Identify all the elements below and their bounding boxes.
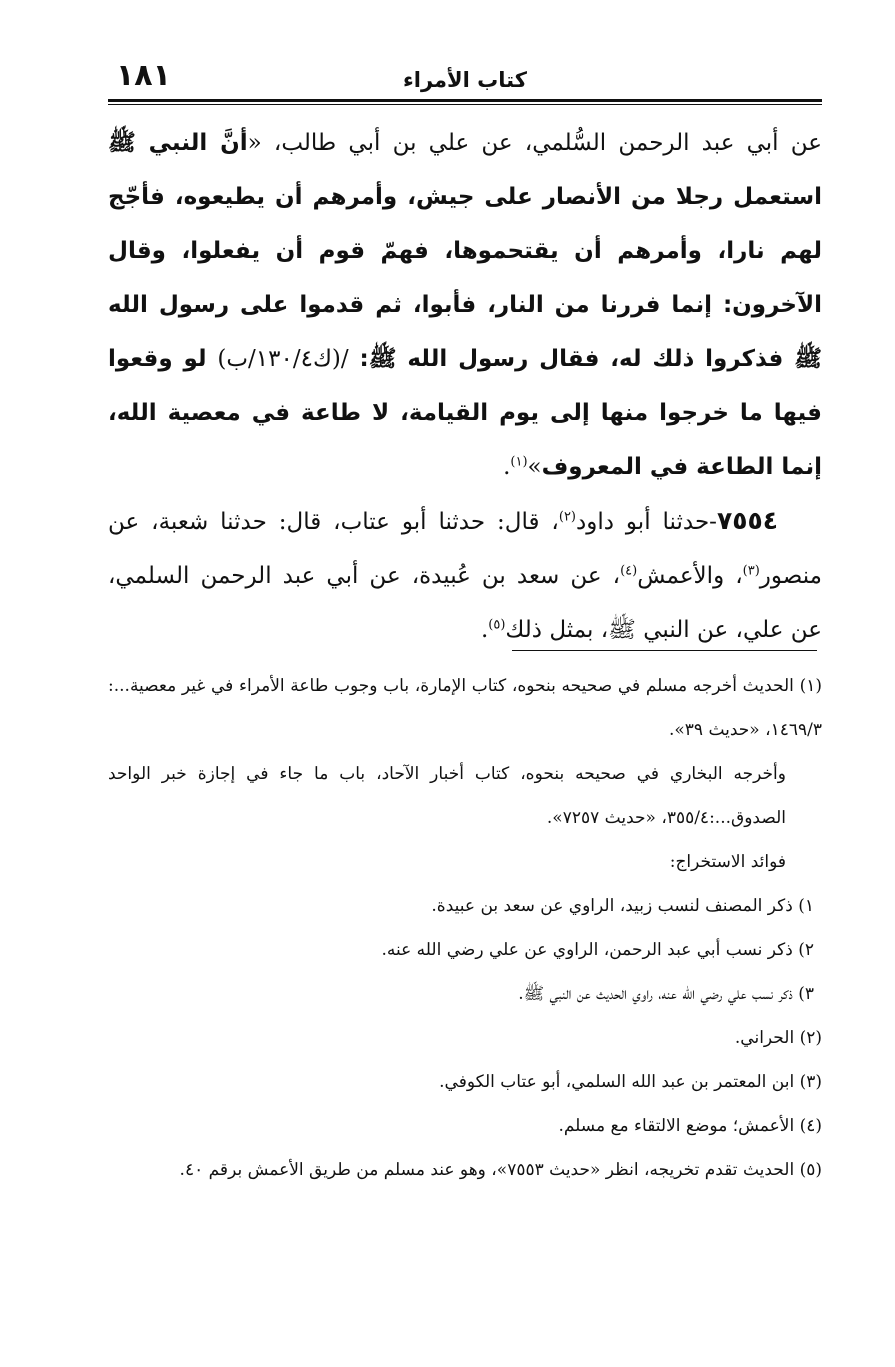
- running-title: كتاب الأمراء: [403, 68, 527, 92]
- footnote-ref-1[interactable]: (١): [510, 454, 528, 470]
- matn-text: أنَّ النبي ﷺ استعمل رجلا من الأنصار على جيش، وأمرهم أن يطيعوه، فأجّج لهم نارا، وأمرهم أن يقتحموها، فهمّ قوم أن يفعلوا، وقال الآخرون: إنما فررنا من النار، فأبوا، ثم قدموا على رسول الله ﷺ فذكروا ذلك له، فقال رسول الله ﷺ:: [108, 130, 822, 372]
- footnote-ref-3[interactable]: (٣): [742, 563, 760, 579]
- hadith-number: ٧٥٥٤: [716, 506, 778, 535]
- isnad-part-d: ، عن سعد بن عُبيدة، عن أبي عبد الرحمن السلمي، عن علي، عن النبي ﷺ، بمثل ذلك: [108, 563, 822, 643]
- period: .: [503, 454, 511, 480]
- footnote-5: (٥) الحديث تقدم تخريجه، انظر «حديث ٧٥٥٣»، وهو عند مسلم من طريق الأعمش برقم ٤٠.: [179, 1160, 822, 1180]
- manuscript-ref: /(ك١٣٠/٤/ب): [217, 346, 349, 372]
- header-rule-thick: [108, 99, 822, 102]
- footnote-ref-4[interactable]: (٤): [620, 563, 638, 579]
- footnote-1-benefit-2: ٢) ذكر نسب أبي عبد الرحمن، الراوي عن علي رضي الله عنه.: [381, 940, 814, 960]
- footnote-ref-2[interactable]: (٢): [558, 509, 576, 525]
- matn-text-2: لو وقعوا فيها ما خرجوا منها إلى يوم القيامة، لا طاعة في معصية الله، إنما الطاعة في المعروف: [108, 346, 822, 480]
- isnad-part-c: ، والأعمش: [637, 563, 743, 589]
- isnad-part-b: ، قال: حدثنا أبو عتاب، قال: حدثنا شعبة، عن منصور: [108, 509, 822, 589]
- period-2: .: [480, 617, 489, 643]
- footnote-2: (٢) الحراني.: [734, 1028, 822, 1048]
- quote-close: »: [527, 454, 542, 480]
- footnotes: [108, 664, 822, 1192]
- footnote-1-benefit-3: ٣) ذكر نسب علي رضي الله عنه، راوي الحديث عن النبي ﷺ.: [518, 984, 814, 1004]
- page-header: [108, 58, 822, 102]
- footnote-1-benefit-1: ١) ذكر المصنف لنسب زبيد، الراوي عن سعد بن عبيدة.: [431, 896, 814, 916]
- footnote-3: (٣) ابن المعتمر بن عبد الله السلمي، أبو عتاب الكوفي.: [439, 1072, 822, 1092]
- hadith-paragraph-2: [108, 494, 822, 657]
- page-number: ١٨١: [116, 58, 171, 93]
- header-rule-thin: [108, 104, 822, 105]
- isnad-part-a: -حدثنا أبو داود: [576, 509, 717, 535]
- footnote-1-benefits-heading: فوائد الاستخراج:: [669, 852, 786, 872]
- footnote-1: (١) الحديث أخرجه مسلم في صحيحه بنحوه، كتاب الإمارة، باب وجوب طاعة الأمراء في غير معصية...: ١٤٦٩/٣، «حديث ٣٩».: [108, 676, 822, 740]
- footnote-4: (٤) الأعمش؛ موضع الالتقاء مع مسلم.: [558, 1116, 822, 1136]
- main-text: [108, 116, 822, 657]
- hadith-paragraph-1: [108, 116, 822, 494]
- footnote-separator: [512, 650, 817, 651]
- footnote-ref-5[interactable]: (٥): [488, 617, 506, 633]
- isnad-text: عن أبي عبد الرحمن السُّلمي، عن علي بن أبي طالب، «: [247, 130, 822, 156]
- footnote-1-bukhari: وأخرجه البخاري في صحيحه بنحوه، كتاب أخبار الآحاد، باب ما جاء في إجازة خبر الواحد الصدوق...:٣٥٥/٤، «حديث ٧٢٥٧».: [108, 764, 786, 828]
